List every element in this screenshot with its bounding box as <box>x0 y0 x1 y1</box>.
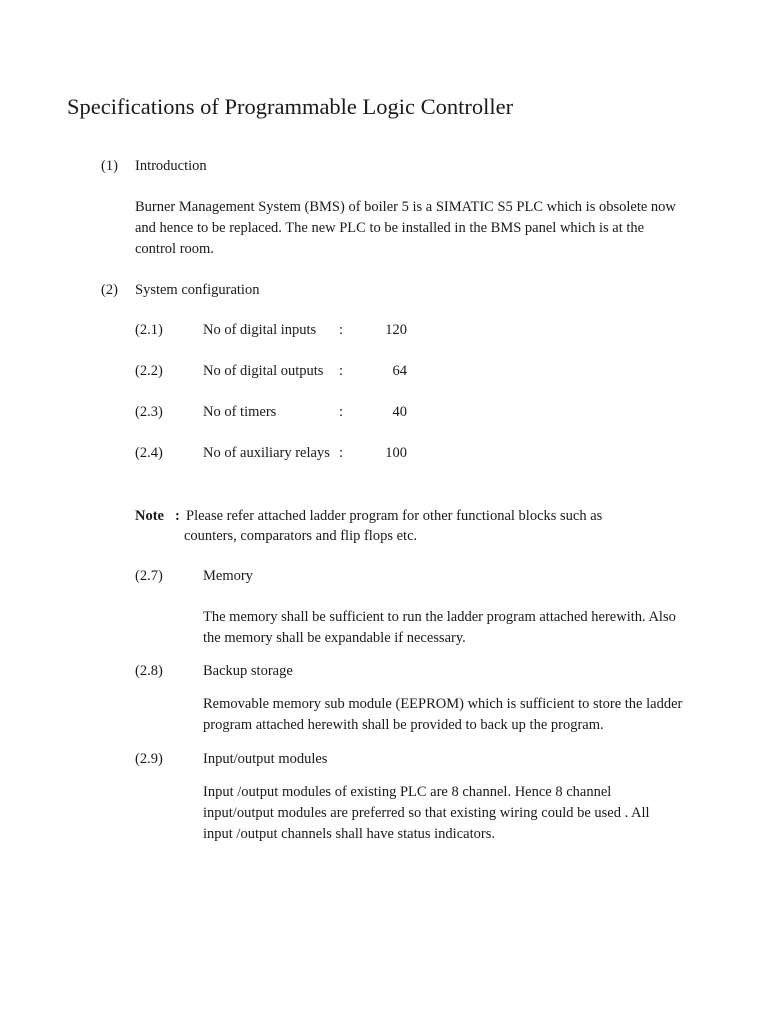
config-label: No of digital inputs <box>203 322 317 338</box>
note-text-line-2: counters, comparators and flip flops etc. <box>184 528 418 544</box>
config-value: 40 <box>392 404 407 420</box>
document-title: Specifications of Programmable Logic Controller <box>67 94 514 119</box>
note-text-line-1: Please refer attached ladder program for other functional blocks such as <box>186 508 603 524</box>
config-colon: : <box>339 363 344 379</box>
note-label: Note <box>135 508 164 524</box>
subsection-heading-memory: Memory <box>203 568 253 584</box>
backup-storage-paragraph: Removable memory sub module (EEPROM) which is sufficient to store the ladder program attached herewith shall be provided to back up the program. <box>203 696 683 733</box>
config-number: (2.2) <box>135 363 163 379</box>
input-output-modules-paragraph: Input /output modules of existing PLC are 8 channel. Hence 8 channel input/output modules are preferred so that existing wiring could be used . All input /output channels shall have status indicators. <box>203 784 650 842</box>
section-heading-introduction: Introduction <box>135 158 207 174</box>
config-label: No of auxiliary relays <box>203 445 330 461</box>
subsection-number: (2.8) <box>135 663 163 679</box>
config-colon: : <box>339 445 344 461</box>
subsection-heading-input-output-modules: Input/output modules <box>203 751 328 767</box>
section-heading-system-configuration: System configuration <box>135 282 260 298</box>
config-colon: : <box>339 322 344 338</box>
config-value: 64 <box>392 363 407 379</box>
section-number: (2) <box>101 282 118 298</box>
config-number: (2.3) <box>135 404 163 420</box>
config-colon: : <box>339 404 344 420</box>
config-value: 100 <box>385 445 407 461</box>
config-label: No of timers <box>203 404 277 420</box>
subsection-number: (2.7) <box>135 568 163 584</box>
config-label: No of digital outputs <box>203 363 324 379</box>
config-number: (2.1) <box>135 322 163 338</box>
subsection-heading-backup-storage: Backup storage <box>203 663 293 679</box>
config-value: 120 <box>385 322 407 338</box>
subsection-number: (2.9) <box>135 751 163 767</box>
introduction-paragraph: Burner Management System (BMS) of boiler 5 is a SIMATIC S5 PLC which is obsolete now and hence to be replaced. The new PLC to be installed in the BMS panel which is at the control room. <box>135 199 676 257</box>
memory-paragraph: The memory shall be sufficient to run the ladder program attached herewith. Also the memory shall be expandable if necessary. <box>203 609 676 646</box>
section-number: (1) <box>101 158 118 174</box>
note-colon: : <box>175 508 180 524</box>
config-number: (2.4) <box>135 445 163 461</box>
